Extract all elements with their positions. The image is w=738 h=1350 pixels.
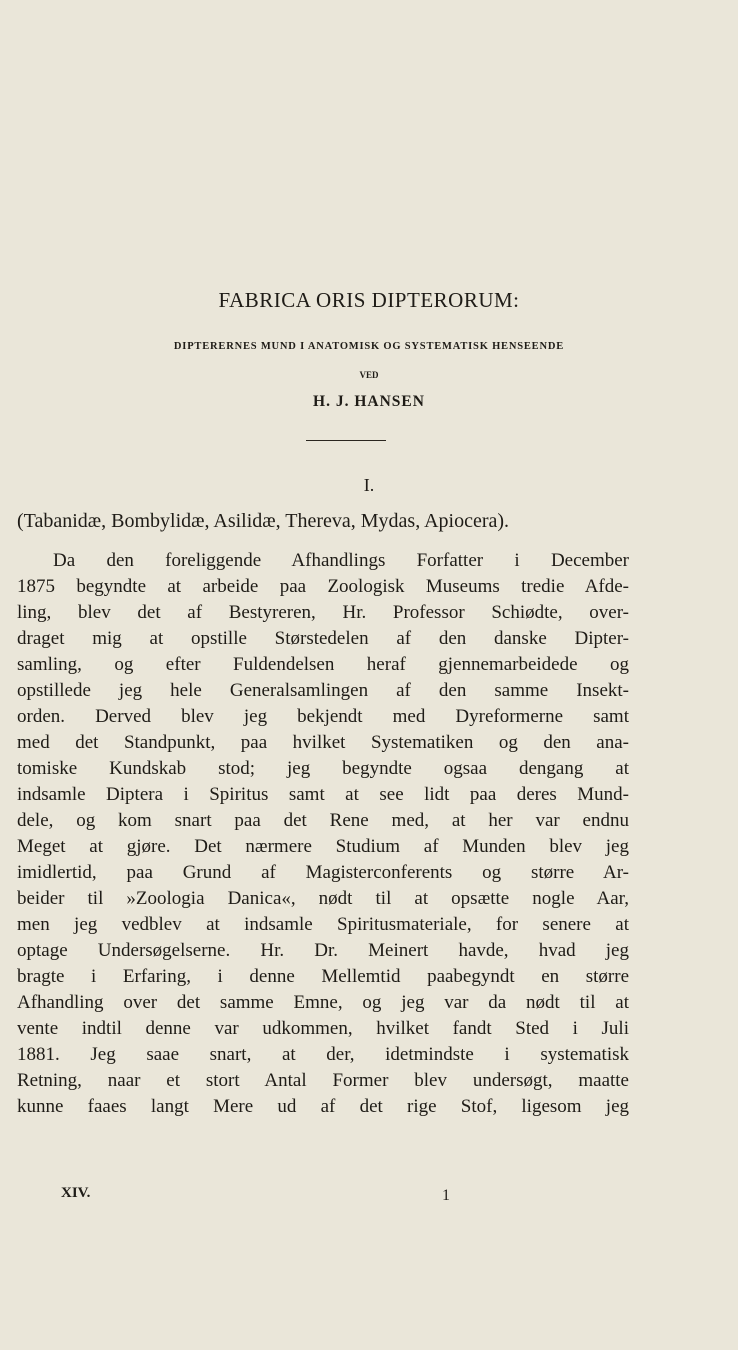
- text-line: bragte i Erfaring, i denne Mellemtid paabegyndt en større: [17, 966, 629, 987]
- text-line: tomiske Kundskab stod; jeg begyndte ogsaa dengang at: [17, 758, 629, 779]
- signature-mark: XIV.: [61, 1185, 91, 1201]
- body-text: [17, 548, 629, 1120]
- text-line: beider til »Zoologia Danica«, nødt til at opsætte nogle Aar,: [17, 888, 629, 909]
- text-line: draget mig at opstille Størstedelen af den danske Dipter-: [17, 628, 629, 649]
- text-line: ling, blev det af Bestyreren, Hr. Professor Schiødte, over-: [17, 602, 629, 623]
- paper-title: FABRICA ORIS DIPTERORUM:: [218, 288, 520, 312]
- text-line: med det Standpunkt, paa hvilket Systematiken og den ana-: [17, 732, 629, 753]
- text-line: indsamle Diptera i Spiritus samt at see lidt paa deres Mund-: [17, 784, 629, 805]
- text-line: dele, og kom snart paa det Rene med, at her var endnu: [17, 810, 629, 831]
- text-line: vente indtil denne var udkommen, hvilket fandt Sted i Juli: [17, 1018, 629, 1039]
- by-label: VED: [359, 370, 379, 380]
- text-line: 1881. Jeg saae snart, at der, idetmindste i systematisk: [17, 1044, 629, 1065]
- author-name: H. J. HANSEN: [313, 393, 425, 410]
- text-line: Da den foreliggende Afhandlings Forfatter i December: [53, 550, 629, 571]
- section-number: I.: [363, 475, 375, 495]
- text-line: 1875 begyndte at arbeide paa Zoologisk Museums tredie Afde-: [17, 576, 629, 597]
- text-line: imidlertid, paa Grund af Magisterconferents og større Ar-: [17, 862, 629, 883]
- text-line: kunne faaes langt Mere ud af det rige Stof, ligesom jeg: [17, 1096, 629, 1117]
- paper-subtitle: DIPTERERNES MUND I ANATOMISK OG SYSTEMATISK HENSEENDE: [173, 341, 565, 352]
- text-line: Retning, naar et stort Antal Former blev undersøgt, maatte: [17, 1070, 629, 1091]
- text-line: Afhandling over det samme Emne, og jeg var da nødt til at: [17, 992, 629, 1013]
- sheet-number: 1: [442, 1187, 450, 1204]
- text-line: Meget at gjøre. Det nærmere Studium af Munden blev jeg: [17, 836, 629, 857]
- text-line: samling, og efter Fuldendelsen heraf gjennemarbeidede og: [17, 654, 629, 675]
- text-line: men jeg vedblev at indsamle Spiritusmateriale, for senere at: [17, 914, 629, 935]
- section-heading: (Tabanidæ, Bombylidæ, Asilidæ, Thereva, Mydas, Apiocera).: [17, 510, 510, 532]
- text-line: opstillede jeg hele Generalsamlingen af den samme Insekt-: [17, 680, 629, 701]
- text-line: optage Undersøgelserne. Hr. Dr. Meinert havde, hvad jeg: [17, 940, 629, 961]
- text-line: orden. Derved blev jeg bekjendt med Dyreformerne samt: [17, 706, 629, 727]
- title-divider: [306, 440, 386, 441]
